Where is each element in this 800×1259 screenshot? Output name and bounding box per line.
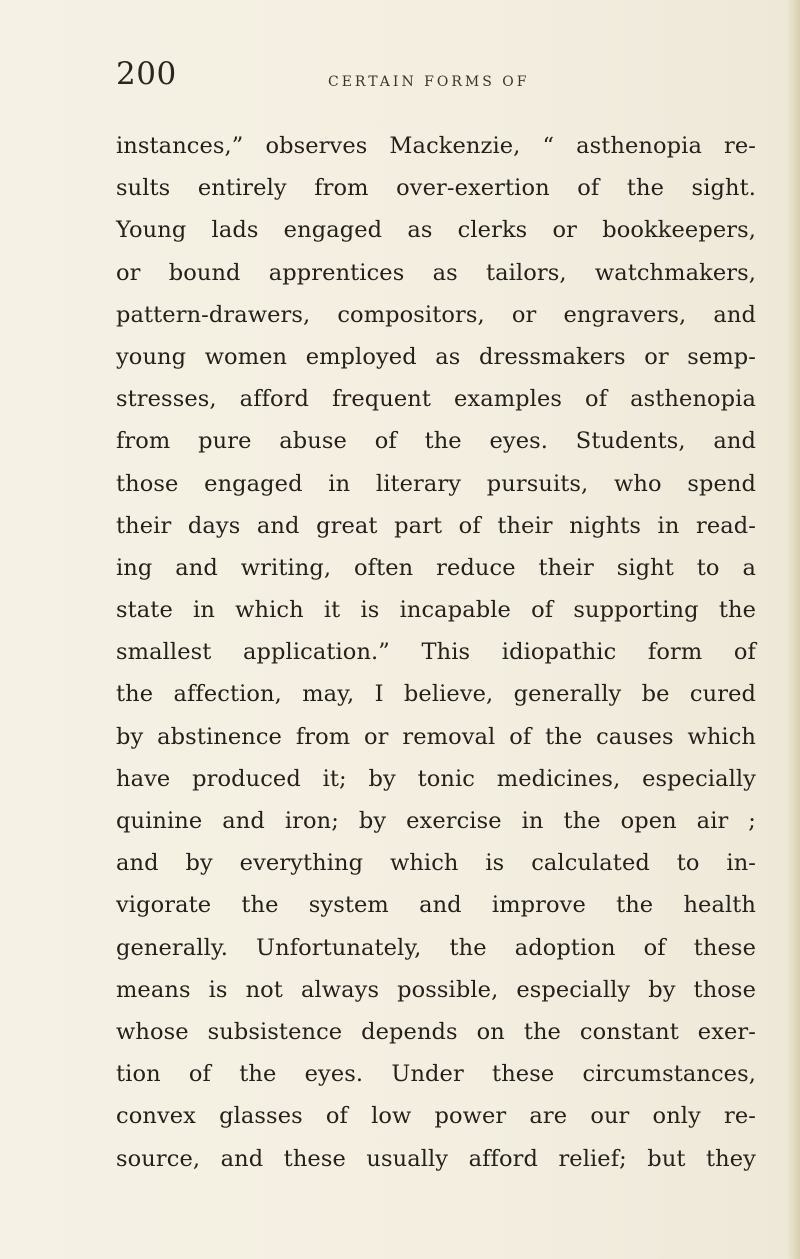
running-head: CERTAIN FORMS OF [328, 74, 530, 90]
text-line: those engaged in literary pursuits, who spend [116, 470, 756, 497]
page-edge [786, 0, 800, 1259]
text-line: from pure abuse of the eyes. Students, and [116, 428, 756, 455]
page-number: 200 [116, 56, 177, 92]
text-line: smallest application.” This idiopathic form of [116, 639, 756, 666]
text-line: and by everything which is calculated to in- [116, 850, 756, 877]
text-line: have produced it; by tonic medicines, especially [116, 765, 756, 792]
text-line: generally. Unfortunately, the adoption of these [116, 934, 756, 961]
text-line: by abstinence from or removal of the causes which [116, 723, 756, 750]
text-line: vigorate the system and improve the health [116, 892, 756, 919]
text-line: stresses, afford frequent examples of asthenopia [116, 386, 756, 413]
text-line: their days and great part of their nights in read- [116, 512, 756, 539]
text-line: whose subsistence depends on the constant exer- [116, 1018, 756, 1045]
text-line: Young lads engaged as clerks or bookkeepers, [116, 217, 756, 244]
text-line: source, and these usually afford relief; but they [116, 1145, 756, 1172]
text-line: ing and writing, often reduce their sight to a [116, 554, 756, 581]
text-line: means is not always possible, especially by those [116, 976, 756, 1003]
text-line: pattern-drawers, compositors, or engravers, and [116, 301, 756, 328]
text-line: state in which it is incapable of supporting the [116, 597, 756, 624]
text-line: sults entirely from over-exertion of the sight. [116, 175, 756, 202]
text-line: young women employed as dressmakers or semp- [116, 343, 756, 370]
text-line: tion of the eyes. Under these circumstances, [116, 1061, 756, 1088]
page-header [116, 56, 756, 96]
text-line: convex glasses of low power are our only re- [116, 1103, 756, 1130]
body-text [116, 125, 756, 1180]
text-line: instances,” observes Mackenzie, “ asthenopia re- [116, 133, 756, 159]
text-line: the affection, may, I believe, generally be cured [116, 681, 756, 708]
text-line: quinine and iron; by exercise in the open air ; [116, 808, 756, 834]
text-line: or bound apprentices as tailors, watchmakers, [116, 259, 756, 286]
